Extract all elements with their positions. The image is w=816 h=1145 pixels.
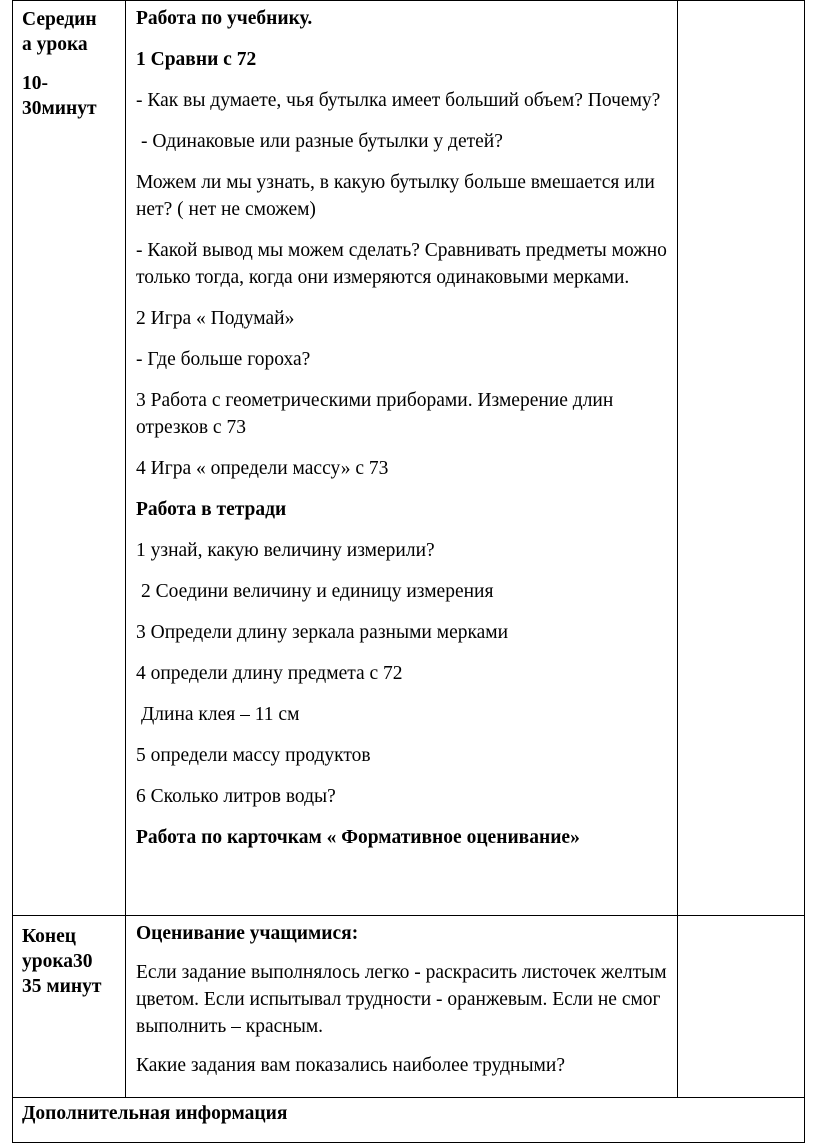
content-item: 6 Сколько литров воды?: [136, 786, 336, 807]
content-cell-middle: [126, 1, 678, 916]
lesson-plan-table: [12, 0, 805, 1143]
stage-title: [22, 7, 121, 57]
content-item: 1 Сравни с 72: [136, 49, 257, 70]
content-item: Какие задания вам показались наиболее трудными?: [136, 1055, 565, 1076]
stage-time: [22, 71, 121, 121]
time-line: 10-: [22, 73, 48, 94]
content-cell-end: [126, 916, 678, 1098]
content-item: 2 Игра « Подумай»: [136, 308, 295, 329]
content-item: Оценивание учащимися:: [136, 923, 359, 944]
stage-cell-middle: [13, 1, 126, 916]
stage-line: Середин: [22, 9, 97, 30]
content-item: - Как вы думаете, чья бутылка имеет больший объем? Почему?: [136, 90, 661, 111]
stage-title: [22, 924, 121, 999]
content-item: - Какой вывод мы можем сделать? Сравнивать предметы можно только тогда, когда они измеряются одинаковыми мерками.: [136, 240, 667, 288]
content-item: Можем ли мы узнать, в какую бутылку больше вмешается или нет? ( нет не сможем): [136, 172, 655, 220]
notes-cell-middle: [678, 1, 805, 916]
content-item: 3 Работа с геометрическими приборами. Измерение длин отрезков с 73: [136, 390, 614, 438]
content-item: Длина клея – 11 см: [141, 704, 300, 725]
table-row-extra: [13, 1098, 805, 1143]
content-item: - Где больше гороха?: [136, 349, 311, 370]
table-row-end: [13, 916, 805, 1098]
stage-line: Конец: [22, 926, 77, 947]
stage-line: 35 минут: [22, 976, 102, 997]
content-item: 5 определи массу продуктов: [136, 745, 371, 766]
content-item: Если задание выполнялось легко - раскрасить листочек желтым цветом. Если испытывал трудности - оранжевым. Если не смог выполнить – красным.: [136, 962, 667, 1037]
content-item: Работа по карточкам « Формативное оценивание»: [136, 827, 580, 848]
content-item: 4 Игра « определи массу» с 73: [136, 458, 389, 479]
time-line: 30минут: [22, 98, 97, 119]
content-list: [126, 1, 677, 871]
content-item: Работа по учебнику.: [136, 8, 313, 29]
content-item: 1 узнай, какую величину измерили?: [136, 540, 435, 561]
stage-line: а урока: [22, 34, 88, 55]
content-item: - Одинаковые или разные бутылки у детей?: [141, 131, 503, 152]
content-list: [126, 916, 677, 1097]
stage-cell-end: [13, 916, 126, 1098]
content-item: 2 Соедини величину и единицу измерения: [141, 581, 494, 602]
extra-info-label: Дополнительная информация: [22, 1103, 288, 1124]
content-item: 3 Определи длину зеркала разными мерками: [136, 622, 509, 643]
content-item: 4 определи длину предмета с 72: [136, 663, 403, 684]
stage-line: урока30: [22, 951, 93, 972]
notes-cell-end: [678, 916, 805, 1098]
table-row-middle: [13, 1, 805, 916]
content-item: Работа в тетради: [136, 499, 287, 520]
extra-info-cell: [13, 1098, 805, 1143]
